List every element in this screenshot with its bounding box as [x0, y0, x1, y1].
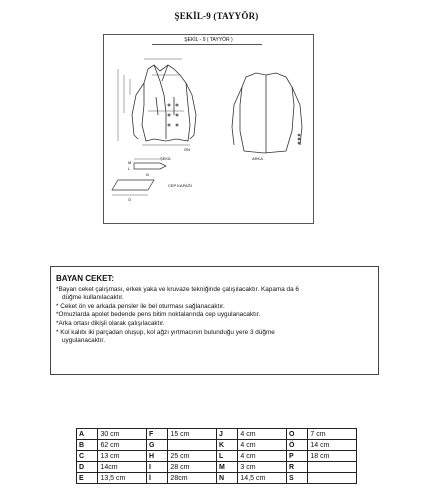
description-box: [50, 266, 379, 375]
measure-value: 28 cm: [168, 462, 217, 473]
measure-value: [308, 462, 357, 473]
measure-key: G: [146, 440, 167, 451]
description-line: *Omuzlarda apolet bedende pens bitim noktalarında cep uygulanacaktır.: [56, 311, 261, 319]
technical-drawing: [103, 34, 314, 224]
measure-key: H: [146, 451, 167, 462]
description-line: * Ceket ön ve arkada pensler ile bel oturması sağlanacaktır.: [56, 302, 225, 310]
description-line: uygulanacaktır.: [62, 337, 105, 345]
measure-value: 3 cm: [238, 462, 287, 473]
measure-value: 14 cm: [308, 440, 357, 451]
measure-key: M: [216, 462, 237, 473]
measure-value: 13 cm: [98, 451, 147, 462]
table-row: [77, 440, 357, 451]
measure-value: 30 cm: [98, 429, 147, 440]
measure-key: J: [216, 429, 237, 440]
table-row: [77, 462, 357, 473]
measure-value: 25 cm: [168, 451, 217, 462]
front-caption: ŞEKİL: [160, 156, 172, 161]
front-dimension-lines: [118, 59, 190, 145]
pocket-dim-n: N: [146, 172, 149, 177]
measure-key: B: [77, 440, 98, 451]
table-row: [77, 451, 357, 462]
pocket-caption: CEP KAPAĞI: [168, 183, 192, 188]
description-line: düğme kullanılacaktır.: [62, 294, 124, 302]
measure-key: C: [77, 451, 98, 462]
page-title: ŞEKİL-9 (TAYYÖR): [174, 11, 259, 21]
measure-value: 14,5 cm: [238, 473, 287, 484]
measure-key: N: [216, 473, 237, 484]
measure-key: L: [216, 451, 237, 462]
description-line: * Kol kalıbı iki parçadan oluşup, kol ağzı yırtmacının bulunduğu yere 3 düğme: [56, 328, 275, 336]
measure-value: 15 cm: [168, 429, 217, 440]
measure-value: 13,5 cm: [98, 473, 147, 484]
front-label: ÖN: [184, 147, 190, 152]
garment-sketches: [104, 35, 315, 225]
measure-key: F: [146, 429, 167, 440]
measure-value: 18 cm: [308, 451, 357, 462]
pocket-dim-m: M: [128, 160, 132, 165]
measure-value: [308, 473, 357, 484]
drawing-title: ŞEKİL - 9 ( TAYYÖR ): [184, 37, 233, 43]
measure-key: S: [286, 473, 307, 484]
measure-key: P: [286, 451, 307, 462]
back-jacket-sketch: [232, 73, 302, 153]
description-heading: BAYAN CEKET:: [56, 274, 115, 283]
pocket-dim-l: L: [128, 166, 131, 171]
measure-key: K: [216, 440, 237, 451]
back-caption: ARKA: [252, 156, 263, 161]
description-line: *Arka ortası dikişli olarak çalışılacaktır.: [56, 319, 165, 327]
measure-value: 4 cm: [238, 440, 287, 451]
measure-key: A: [77, 429, 98, 440]
measure-key: R: [286, 462, 307, 473]
measure-key: D: [77, 462, 98, 473]
front-jacket-sketch: [132, 65, 196, 141]
measure-value: 4 cm: [238, 451, 287, 462]
measure-key: I: [146, 462, 167, 473]
measure-value: 14cm: [98, 462, 147, 473]
pocket-dim-o: O: [128, 197, 132, 202]
table-row: [77, 473, 357, 484]
measure-value: 62 cm: [98, 440, 147, 451]
description-line: *Bayan ceket çalışması, erkek yaka ve kruvaze tekniğinde çalışılacaktır. Kapama da 6: [56, 285, 299, 293]
measurement-table: [76, 428, 357, 484]
measure-key: E: [77, 473, 98, 484]
measure-value: 4 cm: [238, 429, 287, 440]
measure-value: 28cm: [168, 473, 217, 484]
table-row: [77, 429, 357, 440]
measure-value: [168, 440, 217, 451]
measure-value: 7 cm: [308, 429, 357, 440]
measure-key: O: [286, 429, 307, 440]
measure-key: Ö: [286, 440, 307, 451]
measure-key: İ: [146, 473, 167, 484]
pocket-flap-sketches: [112, 159, 166, 195]
